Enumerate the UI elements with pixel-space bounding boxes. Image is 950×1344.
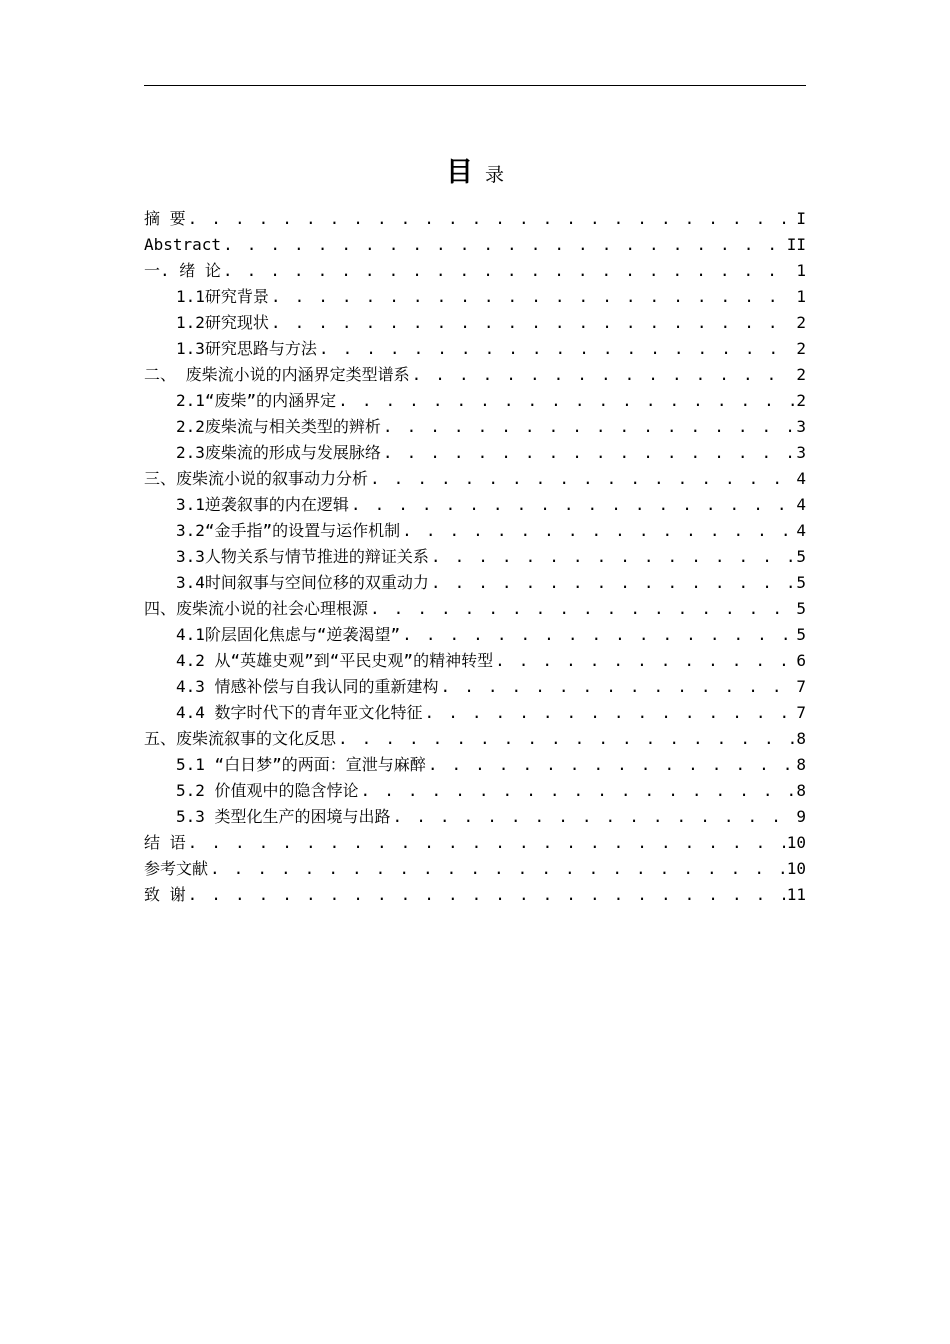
toc-entry[interactable]	[144, 440, 806, 466]
toc-entry-label: 三、废柴流小说的叙事动力分析	[144, 469, 369, 488]
toc-entry[interactable]	[144, 830, 806, 856]
toc-entry[interactable]	[144, 648, 806, 674]
toc-entry[interactable]	[144, 362, 806, 388]
toc-entry[interactable]	[144, 206, 806, 232]
toc-entry[interactable]	[144, 388, 806, 414]
toc-entry-label: 2.3废柴流的形成与发展脉络	[176, 443, 381, 462]
toc-entry-label: 二、 废柴流小说的内涵界定类型谱系	[144, 365, 410, 384]
toc-entry-label: 5.3 类型化生产的困境与出路	[176, 807, 391, 826]
toc-entry-page: 8	[796, 729, 806, 748]
toc-dot-leader	[361, 778, 795, 804]
toc-entry-page: 9	[796, 807, 806, 826]
toc-entry[interactable]	[144, 882, 806, 908]
toc-entry-page: 1	[796, 261, 806, 280]
toc-entry[interactable]	[144, 258, 806, 284]
toc-entry-page: 5	[796, 625, 806, 644]
toc-dot-leader	[338, 388, 794, 414]
toc-entry-page: 3	[796, 443, 806, 462]
toc-dot-leader	[383, 440, 794, 466]
toc-dot-leader	[188, 206, 795, 232]
toc-dot-leader	[351, 492, 794, 518]
toc-entry-page: 10	[786, 859, 806, 878]
toc-entry-label: 五、废柴流叙事的文化反思	[144, 729, 337, 748]
toc-dot-leader	[370, 596, 794, 622]
toc-entry-label: Abstract	[144, 235, 222, 254]
toc-entry-page: 6	[796, 651, 806, 670]
toc-entry-page: 4	[796, 521, 806, 540]
header-rule	[144, 85, 806, 86]
toc-entry-label: 1.3研究思路与方法	[176, 339, 317, 358]
toc-entry-label: 参考文献	[144, 859, 209, 878]
toc-entry-page: I	[796, 209, 806, 228]
toc-entry-label: 5.1 “白日梦”的两面：宣泄与麻醉	[176, 755, 426, 774]
toc-entry-page: 7	[796, 677, 806, 696]
toc-entry-label: 2.2废柴流与相关类型的辨析	[176, 417, 381, 436]
toc-entry[interactable]	[144, 284, 806, 310]
toc-dot-leader	[495, 648, 794, 674]
toc-entry[interactable]	[144, 336, 806, 362]
toc-entry-label: 4.2 从“英雄史观”到“平民史观”的精神转型	[176, 651, 494, 670]
toc-dot-leader	[402, 518, 794, 544]
toc-dot-leader	[412, 362, 795, 388]
toc-entry-page: 5	[796, 547, 806, 566]
toc-entry-label: 4.4 数字时代下的青年亚文化特征	[176, 703, 423, 722]
toc-dot-leader	[271, 284, 794, 310]
toc-dot-leader	[425, 700, 795, 726]
toc-entry[interactable]	[144, 778, 806, 804]
toc-dot-leader	[370, 466, 794, 492]
toc-dot-leader	[223, 232, 785, 258]
toc-dot-leader	[223, 258, 794, 284]
toc-entry-page: 4	[796, 495, 806, 514]
toc-entry-page: II	[786, 235, 806, 254]
toc-entry-label: 5.2 价值观中的隐含悖论	[176, 781, 359, 800]
toc-entry-label: 摘 要	[144, 209, 186, 228]
toc-entry-page: 2	[796, 313, 806, 332]
toc-entry-label: 4.1阶层固化焦虑与“逆袭渴望”	[176, 625, 401, 644]
toc-entry-label: 3.4时间叙事与空间位移的双重动力	[176, 573, 429, 592]
toc-dot-leader	[393, 804, 795, 830]
toc-entry-page: 3	[796, 417, 806, 436]
toc-entry-page: 11	[786, 885, 806, 904]
toc-title-main: 目	[445, 157, 473, 188]
toc-entry[interactable]	[144, 414, 806, 440]
toc-entry-page: 5	[796, 573, 806, 592]
toc-entry-label: 4.3 情感补偿与自我认同的重新建构	[176, 677, 439, 696]
toc-dot-leader	[210, 856, 785, 882]
toc-entry[interactable]	[144, 856, 806, 882]
toc-entry-page: 10	[786, 833, 806, 852]
toc-entry-page: 8	[796, 781, 806, 800]
toc-entry[interactable]	[144, 570, 806, 596]
toc-entry-page: 7	[796, 703, 806, 722]
toc-entry[interactable]	[144, 596, 806, 622]
toc-entry-page: 1	[796, 287, 806, 306]
toc-entry-label: 四、废柴流小说的社会心理根源	[144, 599, 369, 618]
table-of-contents	[144, 206, 806, 908]
toc-dot-leader	[431, 544, 794, 570]
toc-entry-page: 2	[796, 365, 806, 384]
toc-dot-leader	[188, 882, 785, 908]
toc-entry-page: 2	[796, 391, 806, 410]
toc-entry-page: 5	[796, 599, 806, 618]
toc-dot-leader	[428, 752, 795, 778]
toc-dot-leader	[383, 414, 794, 440]
toc-entry-label: 结 语	[144, 833, 186, 852]
toc-title	[0, 150, 950, 189]
toc-entry-label: 致 谢	[144, 885, 186, 904]
toc-dot-leader	[271, 310, 794, 336]
toc-entry-page: 2	[796, 339, 806, 358]
toc-entry-label: 2.1“废柴”的内涵界定	[176, 391, 337, 410]
toc-entry-label: 3.3人物关系与情节推进的辩证关系	[176, 547, 429, 566]
toc-entry[interactable]	[144, 700, 806, 726]
toc-entry-label: 3.2“金手指”的设置与运作机制	[176, 521, 401, 540]
toc-entry[interactable]	[144, 232, 806, 258]
toc-dot-leader	[441, 674, 795, 700]
toc-entry[interactable]	[144, 726, 806, 752]
toc-dot-leader	[338, 726, 794, 752]
toc-title-suffix: 录	[484, 164, 504, 186]
toc-entry[interactable]	[144, 466, 806, 492]
toc-entry-label: 1.1研究背景	[176, 287, 269, 306]
toc-entry-label: 1.2研究现状	[176, 313, 269, 332]
toc-entry[interactable]	[144, 492, 806, 518]
toc-entry-label: 一. 绪 论	[144, 261, 221, 280]
toc-entry[interactable]	[144, 518, 806, 544]
toc-dot-leader	[431, 570, 794, 596]
toc-dot-leader	[402, 622, 794, 648]
toc-entry[interactable]	[144, 752, 806, 778]
toc-dot-leader	[188, 830, 785, 856]
toc-entry-page: 4	[796, 469, 806, 488]
toc-entry[interactable]	[144, 310, 806, 336]
toc-dot-leader	[319, 336, 794, 362]
toc-entry-label: 3.1逆袭叙事的内在逻辑	[176, 495, 349, 514]
toc-entry[interactable]	[144, 804, 806, 830]
toc-entry-page: 8	[796, 755, 806, 774]
toc-entry[interactable]	[144, 544, 806, 570]
toc-entry[interactable]	[144, 674, 806, 700]
toc-entry[interactable]	[144, 622, 806, 648]
